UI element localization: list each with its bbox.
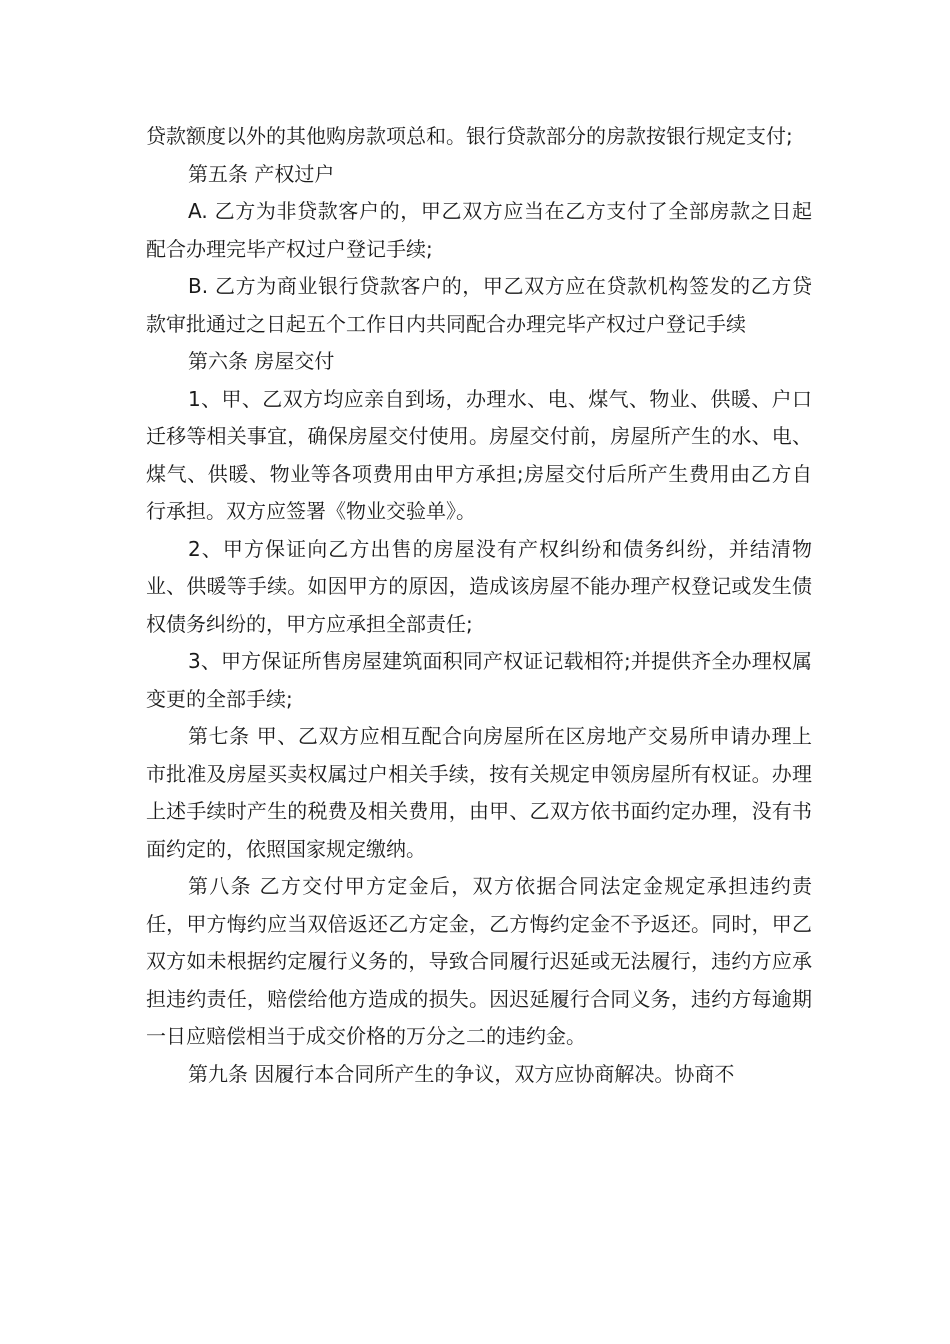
paragraph-article-6-2: 2、甲方保证向乙方出售的房屋没有产权纠纷和债务纠纷，并结清物业、供暖等手续。如因甲方的原因，造成该房屋不能办理产权登记或发生债权债务纠纷的，甲方应承担全部责任; [146, 536, 812, 636]
paragraph-article-5-a: A. 乙方为非贷款客户的，甲乙双方应当在乙方支付了全部房款之日起配合办理完毕产权过户登记手续; [146, 199, 812, 261]
heading-article-5: 第五条 产权过户 [188, 161, 335, 186]
paragraph-article-5-b: B. 乙方为商业银行贷款客户的，甲乙双方应在贷款机构签发的乙方贷款审批通过之日起五个工作日内共同配合办理完毕产权过户登记手续 [146, 274, 812, 336]
heading-article-6: 第六条 房屋交付 [188, 349, 335, 373]
paragraph-article-6-1: 1、甲、乙双方均应亲自到场，办理水、电、煤气、物业、供暖、户口迁移等相关事宜，确保房屋交付使用。房屋交付前，房屋所产生的水、电、煤气、供暖、物业等各项费用由甲方承担;房屋交付后所产生费用由乙方自行承担。双方应签署《物业交验单》。 [146, 386, 812, 523]
contract-body [146, 118, 812, 1093]
paragraph-article-9: 第九条 因履行本合同所产生的争议，双方应协商解决。协商不 [188, 1061, 735, 1086]
paragraph-article-8: 第八条 乙方交付甲方定金后，双方依据合同法定金规定承担违约责任，甲方悔约应当双倍返还乙方定金，乙方悔约定金不予返还。同时，甲乙双方如未根据约定履行义务的，导致合同履行迟延或无法履行，违约方应承担违约责任，赔偿给他方造成的损失。因迟延履行合同义务，违约方每逾期一日应赔偿相当于成交价格的万分之二的违约金。 [146, 874, 812, 1048]
paragraph-article-6-3: 3、甲方保证所售房屋建筑面积同产权证记载相符;并提供齐全办理权属变更的全部手续; [146, 649, 812, 711]
paragraph-loan-continuation: 贷款额度以外的其他购房款项总和。银行贷款部分的房款按银行规定支付; [146, 124, 793, 148]
paragraph-article-7: 第七条 甲、乙双方应相互配合向房屋所在区房地产交易所申请办理上市批准及房屋买卖权属过户相关手续，按有关规定申领房屋所有权证。办理上述手续时产生的税费及相关费用，由甲、乙双方依书面约定办理，没有书面约定的，依照国家规定缴纳。 [146, 724, 812, 861]
